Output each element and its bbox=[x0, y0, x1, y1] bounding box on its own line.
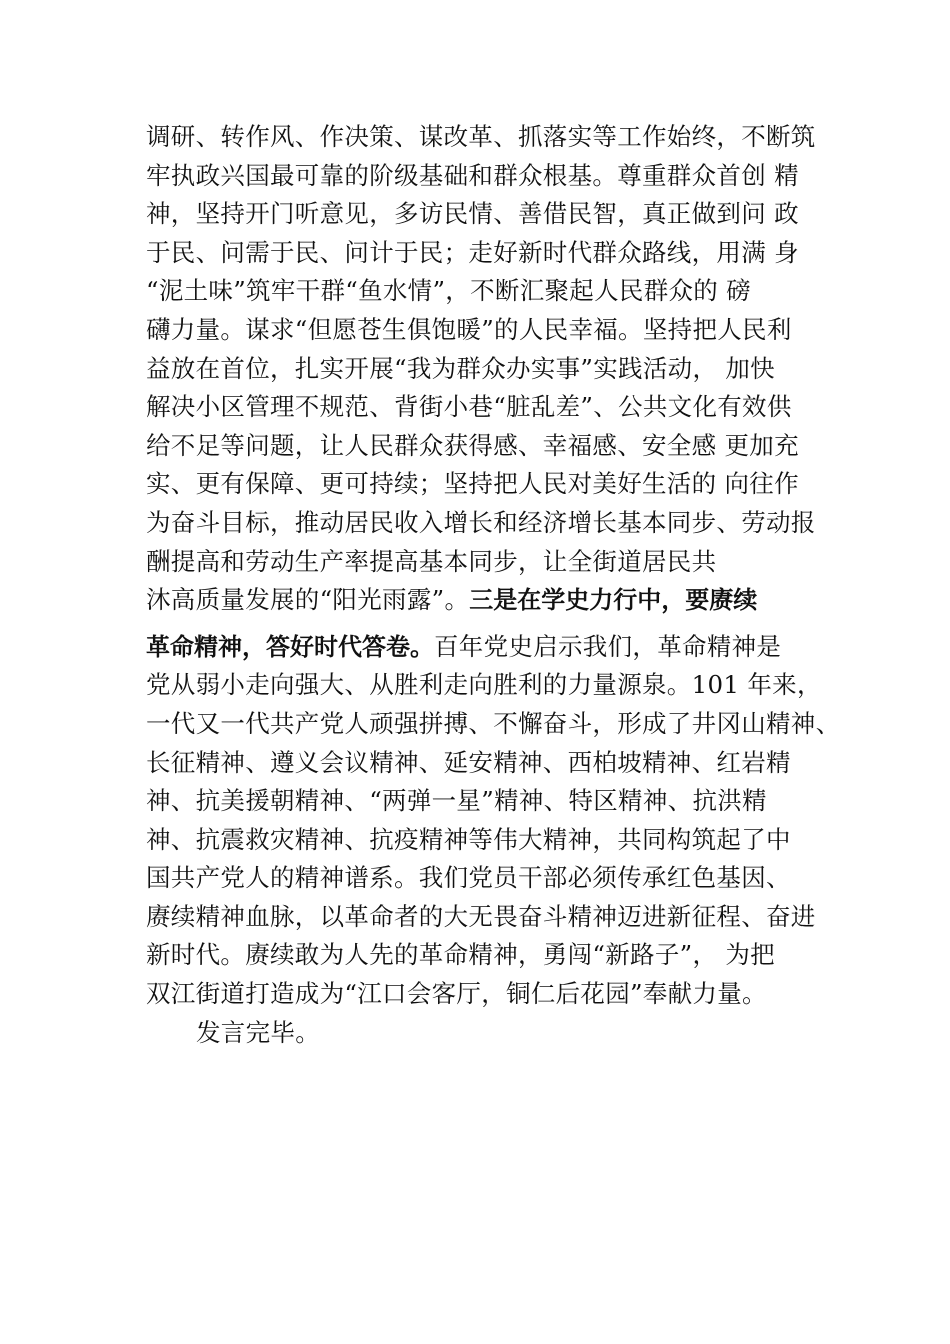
section-heading-part-2: 革命精神，答好时代答卷。 bbox=[146, 632, 434, 661]
text-line: 于民、问需于民、问计于民；走好新时代群众路线，用满 身 bbox=[146, 237, 799, 267]
text-line: 长征精神、遵义会议精神、延安精神、西柏坡精神、红岩精 bbox=[146, 747, 791, 777]
text-line: 神，坚持开门听意见，多访民情、善借民智，真正做到问 政 bbox=[146, 199, 799, 229]
closing-remark: 发言完毕。 bbox=[196, 1017, 320, 1047]
text-line: 双江街道打造成为“江口会客厅，铜仁后花园”奉献力量。 bbox=[146, 979, 767, 1009]
text-line: 国共产党人的精神谱系。我们党员干部必须传承红色基因、 bbox=[146, 863, 791, 893]
text-line: 实、更有保障、更可持续；坚持把人民对美好生活的 向往作 bbox=[146, 469, 799, 499]
text-segment: 百年党史启示我们，革命精神是 bbox=[434, 631, 782, 661]
text-segment: 沐高质量发展的“阳光雨露”。 bbox=[146, 585, 470, 615]
speech-body bbox=[146, 118, 846, 1052]
text-line: 礴力量。谋求“但愿苍生俱饱暖”的人民幸福。坚持把人民利 bbox=[146, 314, 792, 344]
text-line: 为奋斗目标，推动居民收入增长和经济增长基本同步、劳动报 bbox=[146, 507, 816, 537]
text-line: 党从弱小走向强大、从胜利走向胜利的力量源泉。101 年来， bbox=[146, 670, 822, 700]
text-line bbox=[146, 581, 846, 620]
text-line: 赓续精神血脉，以革命者的大无畏奋斗精神迈进新征程、奋进 bbox=[146, 901, 816, 931]
text-line: “泥土味”筑牢干群“鱼水情”，不断汇聚起人民群众的 磅 bbox=[146, 276, 751, 306]
text-line: 神、抗美援朝精神、“两弹一星”精神、特区精神、抗洪精 bbox=[146, 786, 767, 816]
text-line: 一代又一代共产党人顽强拼搏、不懈奋斗，形成了井冈山精神、 bbox=[146, 708, 841, 738]
text-line: 新时代。赓续敢为人先的革命精神，勇闯“新路子”， 为把 bbox=[146, 940, 775, 970]
text-line bbox=[146, 628, 846, 667]
section-heading-part-1: 三是在学史力行中，要赓续 bbox=[469, 586, 758, 615]
text-line: 给不足等问题，让人民群众获得感、幸福感、安全感 更加充 bbox=[146, 430, 799, 460]
text-line: 解决小区管理不规范、背街小巷“脏乱差”、公共文化有效供 bbox=[146, 392, 792, 422]
text-line: 调研、转作风、作决策、谋改革、抓落实等工作始终，不断筑 bbox=[146, 122, 816, 151]
text-line: 酬提高和劳动生产率提高基本同步，让全街道居民共 bbox=[146, 546, 717, 576]
text-line: 益放在首位，扎实开展“我为群众办实事”实践活动， 加快 bbox=[146, 353, 775, 383]
text-line: 牢执政兴国最可靠的阶级基础和群众根基。尊重群众首创 精 bbox=[146, 160, 799, 190]
text-line: 神、抗震救灾精神、抗疫精神等伟大精神，共同构筑起了中 bbox=[146, 824, 791, 854]
